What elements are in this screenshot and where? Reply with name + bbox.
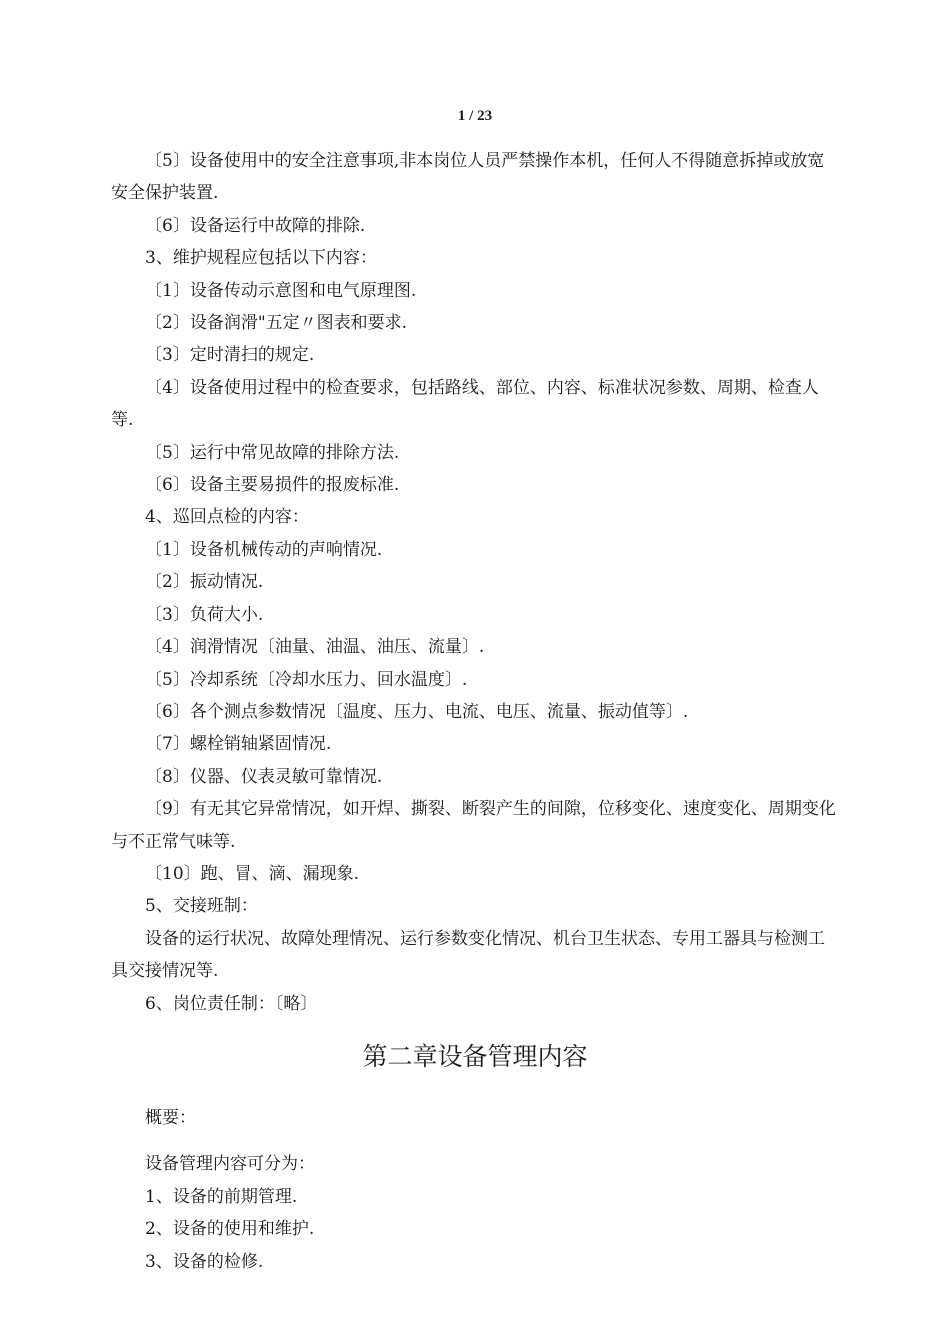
paragraph-post-responsibility: 6、岗位责任制：〔略〕 bbox=[145, 993, 318, 1014]
paragraph-bolt-fastening: 〔7〕螺栓销轴紧固情况. bbox=[145, 734, 332, 755]
paragraph-patrol-inspection-heading: 4、巡回点检的内容： bbox=[145, 507, 309, 528]
document-body bbox=[111, 145, 839, 1278]
paragraph-measurement-points: 〔6〕各个测点参数情况〔温度、压力、电流、电压、流量、振动值等〕. bbox=[145, 701, 689, 722]
paragraph-lubrication-chart: 〔2〕设备润滑"五定〃图表和要求. bbox=[145, 313, 408, 334]
page-number: 1 / 23 bbox=[457, 108, 493, 124]
chapter-item: 2、设备的使用和维护. bbox=[145, 1219, 315, 1240]
chapter-item: 3、设备的检修. bbox=[145, 1251, 264, 1272]
paragraph-transmission-diagram: 〔1〕设备传动示意图和电气原理图. bbox=[145, 280, 417, 301]
paragraph-fault-removal: 〔6〕设备运行中故障的排除. bbox=[145, 215, 366, 236]
chapter-item: 1、设备的前期管理. bbox=[145, 1186, 298, 1207]
chapter-title: 第二章设备管理内容 bbox=[362, 1041, 588, 1071]
paragraph-inspection-requirements: 〔4〕设备使用过程中的检查要求，包括路线、部位、内容、标准状况参数、周期、检查人等. bbox=[111, 377, 819, 431]
paragraph-mechanical-sound: 〔1〕设备机械传动的声响情况. bbox=[145, 539, 383, 560]
paragraph-cooling-system: 〔5〕冷却系统〔冷却水压力、回水温度〕. bbox=[145, 669, 468, 690]
paragraph-leakage: 〔10〕跑、冒、滴、漏现象. bbox=[145, 863, 360, 884]
paragraph-load: 〔3〕负荷大小. bbox=[145, 604, 264, 625]
paragraph-instruments: 〔8〕仪器、仪表灵敏可靠情况. bbox=[145, 766, 383, 787]
paragraph-maintenance-rules-heading: 3、维护规程应包括以下内容： bbox=[145, 248, 377, 269]
paragraph-safety-notes: 〔5〕设备使用中的安全注意事项,非本岗位人员严禁操作本机，任何人不得随意拆掉或放宽安全保护装置. bbox=[111, 151, 825, 204]
chapter-summary-label: 概要： bbox=[145, 1107, 196, 1128]
paragraph-scrap-standards: 〔6〕设备主要易损件的报废标准. bbox=[145, 475, 400, 496]
paragraph-common-faults: 〔5〕运行中常见故障的排除方法. bbox=[145, 442, 400, 463]
paragraph-vibration: 〔2〕振动情况. bbox=[145, 572, 264, 593]
paragraph-shift-handover-content: 设备的运行状况、故障处理情况、运行参数变化情况、机台卫生状态、专用工器具与检测工具交接情况等. bbox=[111, 928, 825, 982]
paragraph-lubrication-status: 〔4〕润滑情况〔油量、油温、油压、流量〕. bbox=[145, 637, 485, 658]
paragraph-abnormal-conditions: 〔9〕有无其它异常情况，如开焊、撕裂、断裂产生的间隙，位移变化、速度变化、周期变化与不正常气味等. bbox=[111, 799, 836, 852]
paragraph-shift-handover-heading: 5、交接班制： bbox=[145, 896, 258, 917]
paragraph-cleaning-rules: 〔3〕定时清扫的规定. bbox=[145, 345, 315, 366]
chapter-intro: 设备管理内容可分为： bbox=[145, 1154, 315, 1175]
